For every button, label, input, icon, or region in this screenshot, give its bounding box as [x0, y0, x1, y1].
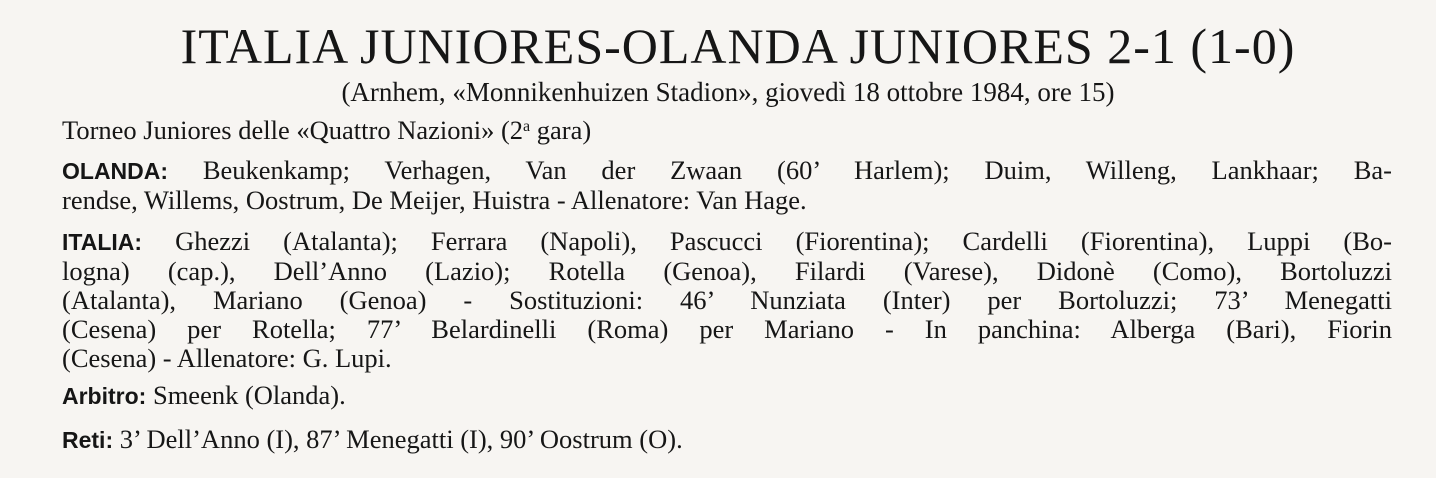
olanda-lineup [62, 156, 1392, 215]
referee-label: Arbitro: [62, 383, 147, 409]
referee-line [62, 381, 1392, 411]
italia-line-1 [62, 227, 1392, 257]
olanda-label: OLANDA: [62, 158, 169, 184]
olanda-text: Beukenkamp; Verhagen, Van der Zwaan (60’ Harlem); Duim, Willeng, Lankhaar; Ba- [168, 155, 1392, 185]
referee-text: Smeenk (Olanda). [146, 380, 346, 410]
match-venue-date: (Arnhem, «Monnikenhuizen Stadion», giovedì 18 ottobre 1984, ore 15) [341, 77, 1115, 107]
italia-line-4: (Cesena) per Rotella; 77’ Belardinelli (Roma) per Mariano - In panchina: Alberga (Bari), Fiorin [62, 314, 1392, 344]
goals-line [62, 425, 1392, 455]
olanda-line-2: rendse, Willems, Oostrum, De Meijer, Huistra - Allenatore: Van Hage. [62, 185, 807, 215]
italia-line-5: (Cesena) - Allenatore: G. Lupi. [62, 343, 392, 373]
italia-lineup [62, 227, 1392, 373]
italia-line-3: (Atalanta), Mariano (Genoa) - Sostituzioni: 46’ Nunziata (Inter) per Bortoluzzi; 73’ Menegatti [62, 285, 1392, 315]
goals-label: Reti: [62, 427, 114, 453]
match-title: ITALIA JUNIORES-OLANDA JUNIORES 2-1 (1-0) [180, 18, 1296, 74]
olanda-line-1 [62, 156, 1392, 186]
goals-text: 3’ Dell’Anno (I), 87’ Menegatti (I), 90’ Oostrum (O). [113, 424, 683, 454]
italia-text: Ghezzi (Atalanta); Ferrara (Napoli), Pascucci (Fiorentina); Cardelli (Fiorentina), Luppi (Bo- [142, 226, 1392, 256]
tournament-text: Torneo Juniores delle «Quattro Nazioni» (2 [62, 115, 524, 145]
tournament-line [62, 116, 1392, 145]
italia-line-2: logna) (cap.), Dell’Anno (Lazio); Rotella (Genoa), Filardi (Varese), Didonè (Como), Bortoluzzi [62, 256, 1392, 286]
tournament-superscript: a [523, 118, 531, 135]
italia-label: ITALIA: [62, 229, 143, 255]
tournament-text-end: gara) [530, 115, 592, 145]
